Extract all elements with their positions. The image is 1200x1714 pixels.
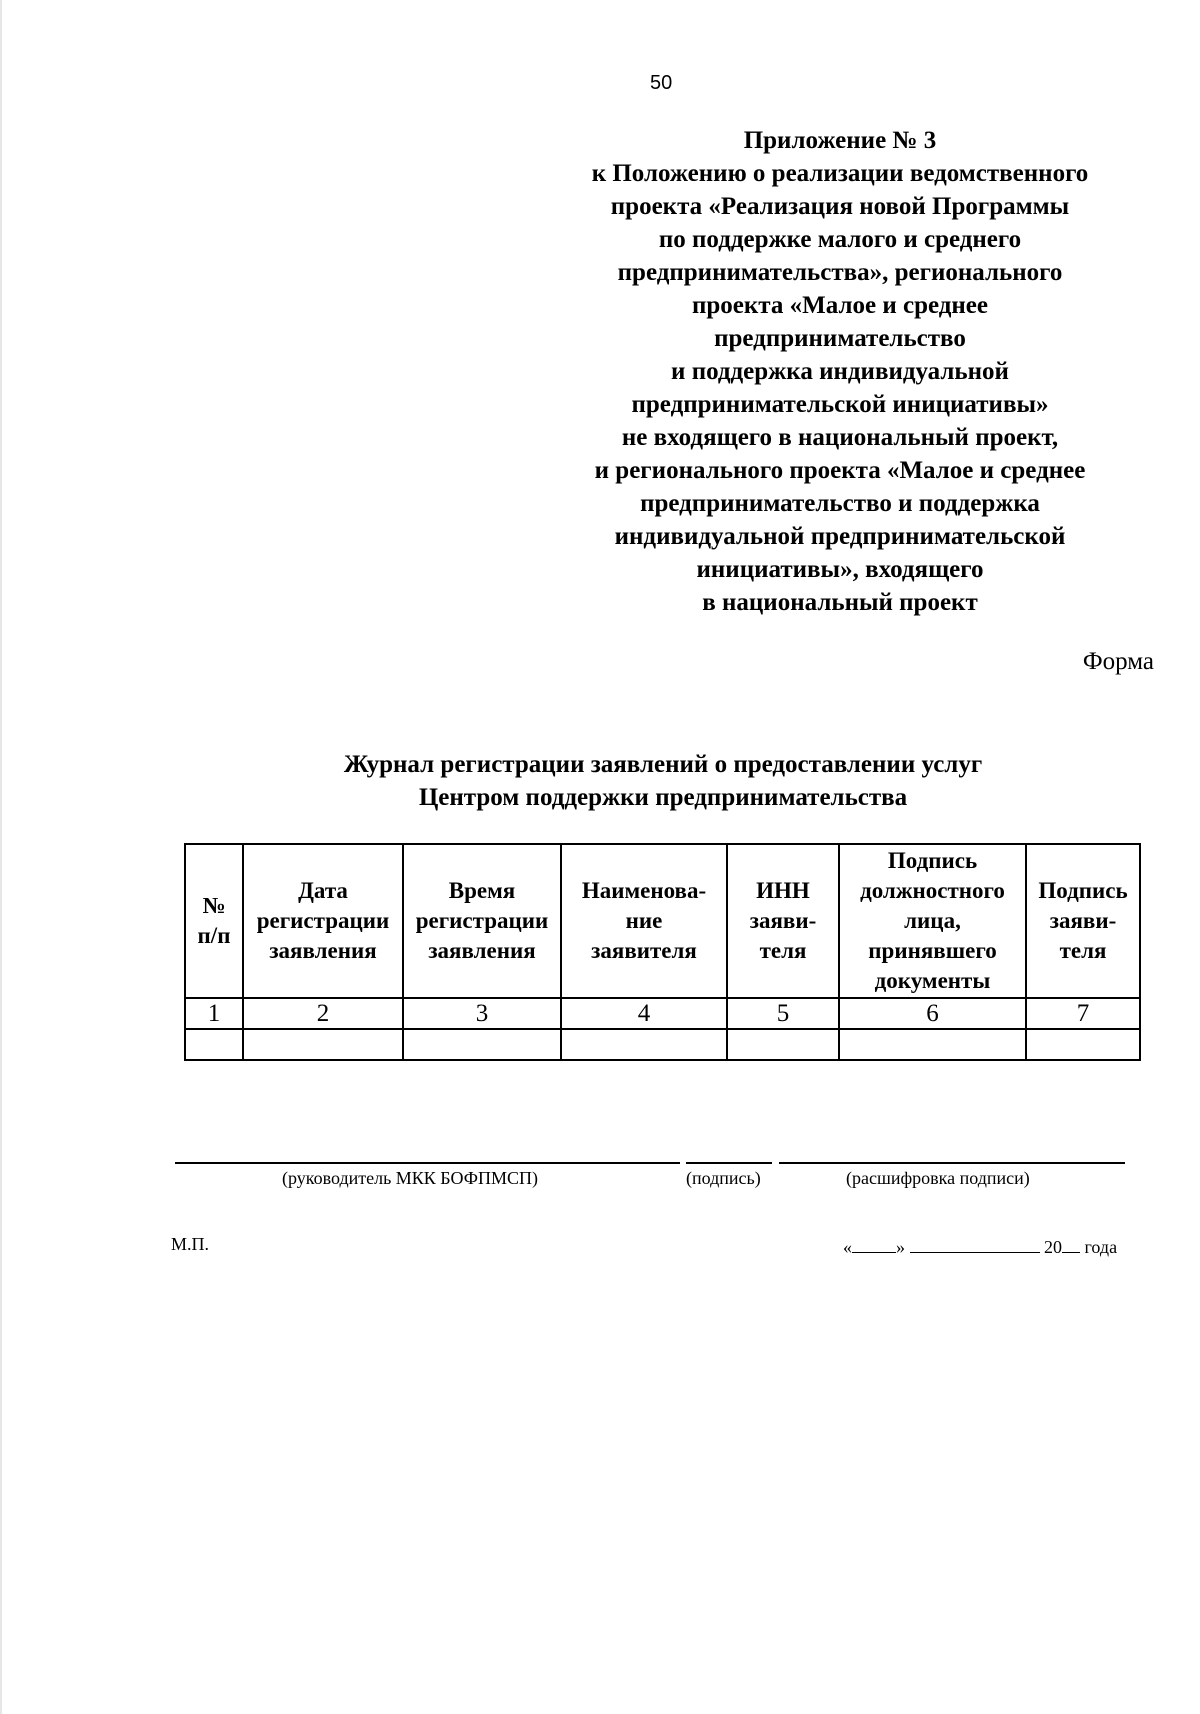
journal-title-line-2: Центром поддержки предпринимательства (418, 784, 908, 811)
column-number-row (185, 998, 1140, 1029)
scan-edge (0, 0, 2, 1714)
appendix-line: и поддержка индивидуальной (671, 358, 1009, 385)
column-number-cell: 4 (561, 998, 727, 1029)
header-cell-registration-time: Время регистрации заявления (403, 844, 561, 998)
page-number: 50 (650, 72, 673, 94)
table-header-row (185, 844, 1140, 998)
header-cell-official-signature: Подпись должностного лица, принявшего документы (839, 844, 1026, 998)
appendix-line: и регионального проекта «Малое и среднее (594, 457, 1086, 484)
appendix-line: по поддержке малого и среднего (658, 226, 1022, 253)
date-open-quote: « (843, 1237, 852, 1257)
empty-entry-row (185, 1029, 1140, 1060)
empty-cell (727, 1029, 839, 1060)
appendix-line: предпринимательство (714, 325, 966, 352)
form-label: Форма (1082, 648, 1154, 675)
year-suffix: года (1084, 1237, 1118, 1257)
signature-line (686, 1162, 772, 1164)
year-prefix: 20 (1044, 1237, 1062, 1257)
appendix-line: не входящего в национальный проект, (621, 424, 1059, 451)
journal-title-line-1: Журнал регистрации заявлений о предоставлении услуг (343, 751, 983, 778)
appendix-line: проекта «Малое и среднее (692, 292, 988, 319)
column-number-cell: 1 (185, 998, 243, 1029)
appendix-line: проекта «Реализация новой Программы (610, 193, 1070, 220)
header-cell-number: № п/п (185, 844, 243, 998)
sign-caption: (подпись) (686, 1168, 761, 1188)
date-close-quote: » (896, 1237, 905, 1257)
journal-title (183, 748, 1143, 814)
head-caption: (руководитель МКК БОФПМСП) (282, 1168, 538, 1188)
decode-caption: (расшифровка подписи) (846, 1168, 1030, 1188)
head-signature-line (175, 1162, 680, 1164)
header-cell-applicant-signature: Подпись заяви- теля (1026, 844, 1140, 998)
empty-cell (839, 1029, 1026, 1060)
day-blank (852, 1234, 896, 1253)
stamp-label: М.П. (171, 1234, 210, 1254)
date-line (843, 1234, 1117, 1258)
registration-table (184, 843, 1141, 1061)
column-number-cell: 7 (1026, 998, 1140, 1029)
year-blank (1062, 1234, 1080, 1253)
appendix-line: инициативы», входящего (696, 556, 984, 583)
empty-cell (561, 1029, 727, 1060)
column-number-cell: 3 (403, 998, 561, 1029)
appendix-line: предпринимательской инициативы» (631, 391, 1049, 418)
appendix-line: в национальный проект (702, 589, 978, 616)
header-cell-applicant-name: Наименова- ние заявителя (561, 844, 727, 998)
column-number-cell: 6 (839, 998, 1026, 1029)
appendix-heading (540, 124, 1140, 619)
header-cell-registration-date: Дата регистрации заявления (243, 844, 403, 998)
signature-decode-line (779, 1162, 1125, 1164)
empty-cell (403, 1029, 561, 1060)
column-number-cell: 5 (727, 998, 839, 1029)
appendix-line: к Положению о реализации ведомственного (591, 160, 1089, 187)
appendix-line: Приложение № 3 (743, 127, 937, 154)
column-number-cell: 2 (243, 998, 403, 1029)
empty-cell (1026, 1029, 1140, 1060)
empty-cell (185, 1029, 243, 1060)
month-blank (910, 1234, 1040, 1253)
appendix-line: предпринимательство и поддержка (640, 490, 1040, 517)
empty-cell (243, 1029, 403, 1060)
appendix-line: предпринимательства», регионального (617, 259, 1063, 286)
header-cell-applicant-inn: ИНН заяви- теля (727, 844, 839, 998)
appendix-line: индивидуальной предпринимательской (614, 523, 1066, 550)
